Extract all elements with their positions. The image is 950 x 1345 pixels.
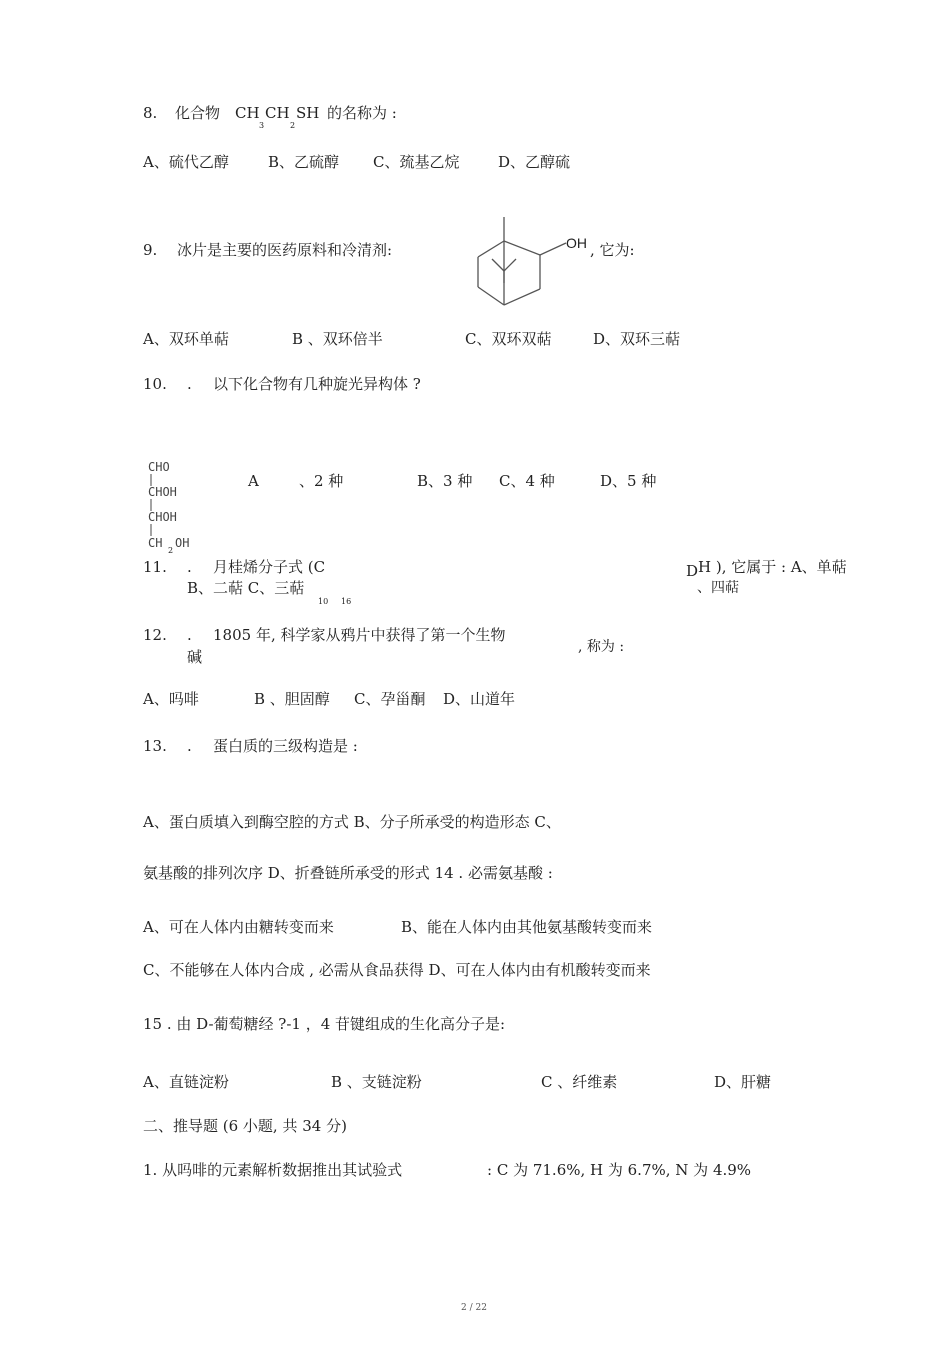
q13-number: 13. [143,737,167,755]
q14-options-line2: C、不能够在人体内合成 , 必需从食品获得 D、可在人体内由有机酸转变而来 [143,961,651,979]
q8-subscript-2: 2 [290,121,296,130]
q9-tail: , 它为: [590,241,635,259]
q13-options-line1: A、蛋白质填入到酶空腔的方式 B、分子所承受的构造形态 C、 [143,813,561,831]
q12-wrap: 碱 [187,648,203,666]
q8-formula-ch2: CH [265,104,290,122]
borneol-structure [470,213,590,313]
q11-subscript-10: 10 [318,597,329,606]
q12-option-d: D、山道年 [443,690,516,708]
q12-option-c: C、孕甾酮 [354,690,426,708]
q13-options-line2: 氨基酸的排列次序 D、折叠链所承受的形式 14 . 必需氨基酸 : [143,864,553,882]
q9-option-d: D、双环三萜 [593,330,681,348]
fischer-subscript: 2 [168,546,174,555]
q11-subscript-16: 16 [341,597,352,606]
q11-h-tail: H ), 它属于 : A、单萜 [698,558,847,576]
q12-option-a: A、吗啡 [143,690,199,708]
q8-option-d: D、乙醇硫 [498,153,571,171]
q8-option-b: B、乙硫醇 [268,153,340,171]
q11-line2: B、二萜 C、三萜 [187,579,305,597]
q9-option-c: C、双环双萜 [465,330,552,348]
q10-option-a: A [248,472,259,490]
q10-option-c: C、4 种 [499,472,555,490]
q8-option-a: A、硫代乙醇 [143,153,229,171]
q11-option-d: 、四萜 [697,580,739,596]
q8-option-c: C、巯基乙烷 [373,153,460,171]
fischer-bonds [148,470,158,550]
q12-tail: , 称为 : [578,639,625,655]
q10-option-d: D、5 种 [600,472,657,490]
q10-dot: . [187,375,192,393]
q9-number: 9. [143,241,158,259]
q8-suffix: 的名称为 : [327,104,397,122]
q12-text: 1805 年, 科学家从鸦片中获得了第一个生物 [213,626,506,644]
q12-number: 12. [143,626,167,644]
q13-dot: . [187,737,192,755]
fischer-line-2: CHOH [148,485,177,499]
q9-option-b: B 、双环倍半 [292,330,383,348]
q11-number: 11. [143,558,167,576]
q15-option-a: A、直链淀粉 [143,1073,229,1091]
q15-option-c: C 、纤维素 [541,1073,618,1091]
q14-option-b: B、能在人体内由其他氨基酸转变而来 [401,918,653,936]
q10-number: 10. [143,375,167,393]
fischer-line-4: CH [148,536,163,550]
q14-option-a: A、可在人体内由糖转变而来 [143,918,334,936]
q10-option-a-value: 、2 种 [299,472,344,490]
q8-number: 8. [143,104,158,122]
q11-d-mark: D [686,562,699,580]
q10-text: 以下化合物有几种旋光异构体 ? [213,375,421,393]
q9-option-a: A、双环单萜 [143,330,229,348]
q10-option-b: B、3 种 [417,472,473,490]
q11-dot: . [187,558,192,576]
q11-text: 月桂烯分子式 (C [213,558,326,576]
q13-text: 蛋白质的三级构造是 : [213,737,358,755]
fischer-line-4-oh: OH [175,536,190,550]
q8-prefix: 化合物 [175,104,221,122]
q15-text: 15 . 由 D-葡萄糖经 ?-1 ，4 苷键组成的生化高分子是: [143,1015,506,1033]
page-number: 2 / 22 [461,1303,487,1313]
q8-formula-sh: SH [296,104,320,122]
fischer-line-3: CHOH [148,510,177,524]
problem-1-data: : C 为 71.6%, H 为 6.7%, N 为 4.9% [487,1161,752,1179]
q9-text: 冰片是主要的医药原料和冷清剂: [177,241,393,259]
q8-formula-ch3: CH [235,104,260,122]
q8-subscript-3: 3 [259,121,265,130]
problem-1-text: 1. 从吗啡的元素解析数据推出其试验式 [143,1161,403,1179]
q12-dot: . [187,626,192,644]
section-heading: 二、推导题 (6 小题, 共 34 分) [143,1117,347,1135]
q12-option-b: B 、胆固醇 [254,690,330,708]
q15-option-d: D、肝糖 [714,1073,772,1091]
fischer-line-1: CHO [148,460,170,474]
q15-option-b: B 、支链淀粉 [331,1073,422,1091]
q9-oh-label: OH [566,235,587,251]
